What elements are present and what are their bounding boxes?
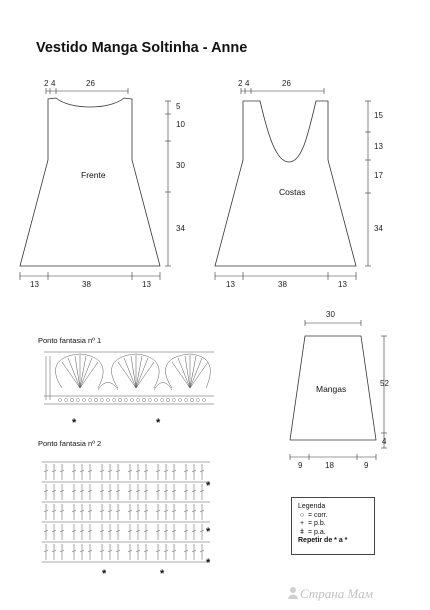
legend-repeat-note: Repetir de * a * — [298, 537, 348, 544]
legend-item-chain-text: = corr. — [307, 511, 328, 519]
front-dim-bottom-3: 13 — [142, 280, 151, 289]
sleeve-dim-right-2: 4 — [382, 437, 387, 446]
sleeve-dim-bottom-3: 9 — [364, 461, 369, 470]
front-dim-bottom-1: 13 — [30, 280, 39, 289]
back-outline — [215, 101, 356, 266]
single-crochet-symbol-icon: + — [299, 520, 305, 527]
double-crochet-symbol-icon: ǂ — [299, 528, 305, 536]
stitch2-title: Ponto fantasia nº 2 — [38, 439, 102, 448]
back-dim-right-1: 15 — [374, 111, 383, 120]
back-dim-top-1: 2 — [238, 79, 243, 88]
back-dim-right-3: 17 — [374, 171, 383, 180]
stitch2-repeat-mark-3: * — [206, 557, 211, 569]
pattern-title: Vestido Manga Soltinha - Anne — [36, 40, 248, 56]
back-dim-bottom-2: 38 — [278, 280, 287, 289]
back-dim-top-2: 4 — [245, 79, 250, 88]
front-label: Frente — [81, 170, 106, 180]
back-dim-right-2: 13 — [374, 142, 383, 151]
stitch2-repeat-mark-4: * — [102, 568, 107, 580]
front-dim-right-1: 5 — [176, 102, 181, 111]
stitch1-title: Ponto fantasia nº 1 — [38, 336, 102, 345]
stitch1-chart — [44, 352, 214, 404]
watermark-logo-icon — [287, 586, 299, 600]
stitch2-repeat-mark-5: * — [160, 568, 165, 580]
back-dim-bottom-3: 13 — [338, 280, 347, 289]
front-dim-bottom-2: 38 — [82, 280, 91, 289]
front-dim-top-3: 26 — [86, 79, 95, 88]
sleeve-label: Mangas — [316, 384, 347, 394]
back-dim-right-4: 34 — [374, 224, 383, 233]
front-dim-right-2: 10 — [176, 120, 185, 129]
front-dim-right-4: 34 — [176, 224, 185, 233]
legend-box — [291, 497, 375, 555]
sleeve-dim-bottom-1: 9 — [298, 461, 303, 470]
front-outline — [20, 98, 160, 266]
watermark-text: Страна Мам — [300, 586, 373, 601]
back-label: Costas — [279, 187, 306, 197]
stitch2-repeat-mark-2: * — [206, 526, 211, 538]
sleeve-dim-bottom-2: 18 — [325, 461, 334, 470]
legend-item-chain — [298, 512, 374, 521]
legend-title: Legenda — [298, 503, 326, 510]
legend-item-double-crochet — [298, 529, 374, 538]
stitch1-repeat-mark-1: * — [72, 417, 77, 429]
front-dim-top-2: 4 — [51, 79, 56, 88]
stitch2-chart — [42, 462, 210, 562]
stitch2-repeat-mark-1: * — [206, 480, 211, 492]
legend-item-double-crochet-text: = p.a. — [307, 528, 326, 536]
legend-item-single-crochet-text: = p.b. — [307, 520, 326, 527]
front-dim-right-3: 30 — [176, 161, 185, 170]
legend-item-single-crochet — [298, 520, 374, 529]
front-dim-top-1: 2 — [44, 79, 49, 88]
chain-symbol-icon: ○ — [299, 511, 305, 519]
sleeve-dim-right-1: 52 — [380, 379, 389, 388]
sleeve-dim-top: 30 — [326, 310, 335, 319]
back-dim-bottom-1: 13 — [226, 280, 235, 289]
back-dim-top-3: 26 — [282, 79, 291, 88]
stitch1-repeat-mark-2: * — [156, 417, 161, 429]
